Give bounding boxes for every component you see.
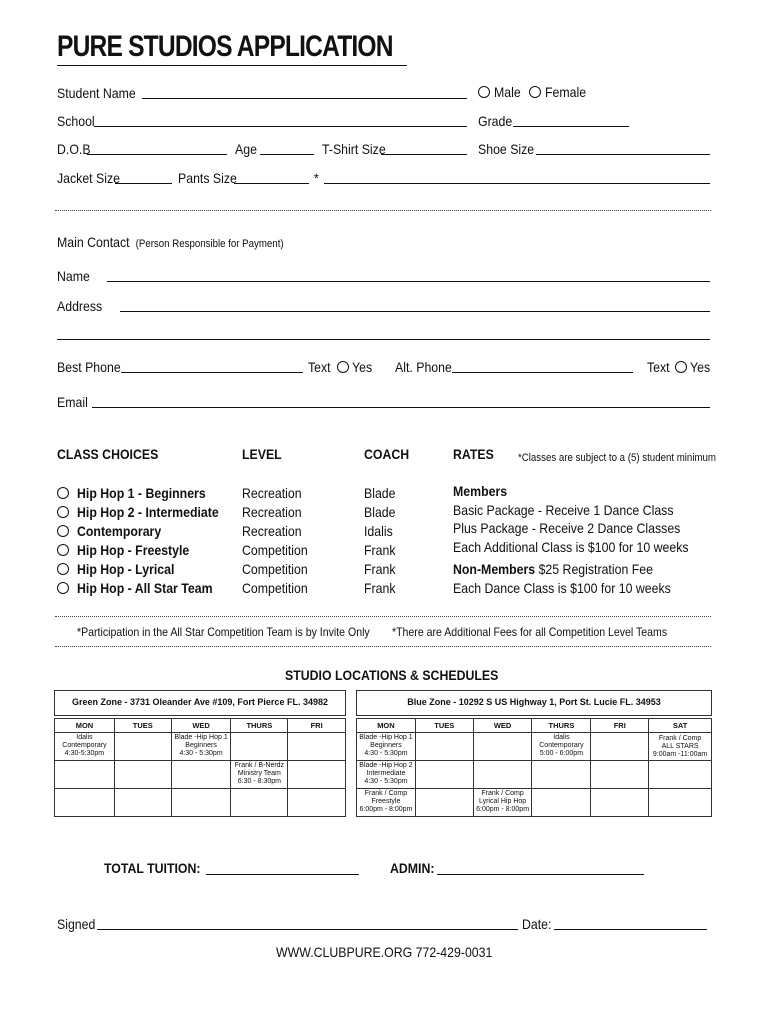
text-yes-radio-2[interactable] <box>675 361 687 373</box>
members-heading: Members <box>453 483 508 499</box>
schedule-cell <box>231 733 288 761</box>
schedule-cell <box>649 761 712 789</box>
schedule-cell <box>532 761 591 789</box>
non-members-rate <box>453 561 653 577</box>
alt-phone-label: Alt. Phone <box>395 359 452 375</box>
notes-field[interactable] <box>324 183 710 184</box>
admin-label: ADMIN: <box>390 860 435 876</box>
address-field-2[interactable] <box>57 339 710 340</box>
female-label: Female <box>545 84 587 100</box>
class-name: Contemporary <box>77 523 162 539</box>
schedule-cell: Blade -Hip Hop 1 Beginners 4:30 - 5:30pm <box>171 733 231 761</box>
class-radio[interactable] <box>57 506 69 518</box>
green-zone-schedule <box>54 718 346 817</box>
schedule-cell <box>171 761 231 789</box>
alt-phone-field[interactable] <box>452 372 633 373</box>
schedule-cell <box>114 733 171 761</box>
schedule-cell <box>415 761 473 789</box>
blue-zone-header: Blue Zone - 10292 S US Highway 1, Port St. Lucie FL. 34953 <box>356 690 712 716</box>
pants-field[interactable] <box>234 183 309 184</box>
day-header: FRI <box>288 719 346 733</box>
schedule-cell: Frank / Comp Lyrical Hip Hop 6:00pm - 8:00pm <box>473 789 532 817</box>
class-level: Recreation <box>242 523 302 539</box>
yes-label-2: Yes <box>690 359 711 375</box>
schedule-cell: Frank / Comp ALL STARS 9:00am -11:00am <box>649 733 712 761</box>
grade-label: Grade <box>478 113 513 129</box>
schedule-cell <box>114 761 171 789</box>
registration-fee: $25 Registration Fee <box>538 561 653 577</box>
schedule-cell <box>415 789 473 817</box>
text-label-1: Text <box>308 359 331 375</box>
day-header: WED <box>473 719 532 733</box>
title-underline <box>57 65 407 66</box>
day-header: SAT <box>649 719 712 733</box>
tshirt-label: T-Shirt Size <box>322 141 386 157</box>
contact-name-label: Name <box>57 268 90 284</box>
schedule-cell: Blade -Hip Hop 1 Beginners 4:30 - 5:30pm <box>357 733 416 761</box>
student-name-label: Student Name <box>57 85 136 101</box>
schedule-cell <box>415 733 473 761</box>
female-radio[interactable] <box>529 86 541 98</box>
allstar-note: *Participation in the All Star Competition Team is by Invite Only <box>77 625 370 639</box>
class-name: Hip Hop - All Star Team <box>77 580 213 596</box>
class-radio[interactable] <box>57 544 69 556</box>
class-level: Competition <box>242 561 308 577</box>
class-coach: Frank <box>364 542 396 558</box>
date-field[interactable] <box>554 929 707 930</box>
text-yes-radio-1[interactable] <box>337 361 349 373</box>
day-header: FRI <box>591 719 649 733</box>
schedule-cell <box>473 761 532 789</box>
class-coach: Frank <box>364 580 396 596</box>
asterisk-label: * <box>314 170 319 186</box>
admin-field[interactable] <box>437 874 644 875</box>
schedule-cell: Frank / Comp Freestyle 6:00pm - 8:00pm <box>357 789 416 817</box>
schedule-cell <box>288 761 346 789</box>
male-radio[interactable] <box>478 86 490 98</box>
yes-label-1: Yes <box>352 359 373 375</box>
class-name: Hip Hop - Lyrical <box>77 561 175 577</box>
main-contact-title: Main Contact <box>57 234 130 250</box>
schedule-cell <box>55 761 115 789</box>
page-title: PURE STUDIOS APPLICATION <box>57 30 393 63</box>
schedule-cell <box>532 789 591 817</box>
minimum-note: *Classes are subject to a (5) student minimum <box>518 452 716 464</box>
fees-note: *There are Additional Fees for all Competition Level Teams <box>392 625 668 639</box>
divider <box>55 210 711 211</box>
address-field-1[interactable] <box>120 311 710 312</box>
age-field[interactable] <box>260 154 314 155</box>
class-coach: Blade <box>364 485 396 501</box>
class-name: Hip Hop 2 - Intermediate <box>77 504 219 520</box>
schedule-cell: Idalis Contemporary 4:30-5:30pm <box>55 733 115 761</box>
schedule-cell <box>591 761 649 789</box>
day-header: MON <box>357 719 416 733</box>
email-label: Email <box>57 394 88 410</box>
text-label-2: Text <box>647 359 670 375</box>
coach-header: COACH <box>364 446 410 462</box>
class-radio[interactable] <box>57 525 69 537</box>
class-coach: Blade <box>364 504 396 520</box>
class-coach: Frank <box>364 561 396 577</box>
schedule-cell <box>231 789 288 817</box>
main-contact-heading <box>57 234 284 250</box>
class-name: Hip Hop 1 - Beginners <box>77 485 206 501</box>
grade-field[interactable] <box>513 126 629 127</box>
divider <box>55 616 711 617</box>
shoe-label: Shoe Size <box>478 141 535 157</box>
main-contact-subtitle: (Person Responsible for Payment) <box>135 238 284 250</box>
dob-label: D.O.B <box>57 141 91 157</box>
plus-package: Plus Package - Receive 2 Dance Classes <box>453 520 681 536</box>
schedule-cell <box>114 789 171 817</box>
day-header: TUES <box>114 719 171 733</box>
basic-package: Basic Package - Receive 1 Dance Class <box>453 502 674 518</box>
schedule-cell <box>591 789 649 817</box>
non-members-heading: Non-Members <box>453 561 536 577</box>
schedule-cell <box>171 789 231 817</box>
schedule-cell <box>591 733 649 761</box>
class-level: Recreation <box>242 485 302 501</box>
day-header: THURS <box>231 719 288 733</box>
day-header: TUES <box>415 719 473 733</box>
day-header: MON <box>55 719 115 733</box>
day-header: THURS <box>532 719 591 733</box>
best-phone-field[interactable] <box>121 372 303 373</box>
additional-class-rate: Each Additional Class is $100 for 10 weeks <box>453 539 689 555</box>
male-label: Male <box>494 84 521 100</box>
website-phone: WWW.CLUBPURE.ORG 772-429-0031 <box>276 944 493 960</box>
schedule-heading: STUDIO LOCATIONS & SCHEDULES <box>285 667 499 683</box>
class-level: Recreation <box>242 504 302 520</box>
student-name-field[interactable] <box>142 98 467 99</box>
schedule-cell <box>649 789 712 817</box>
schedule-cell <box>55 789 115 817</box>
school-label: School <box>57 113 95 129</box>
best-phone-label: Best Phone <box>57 359 121 375</box>
schedule-cell: Blade -Hip Hop 2 Intermediate 4:30 - 5:30pm <box>357 761 416 789</box>
class-level: Competition <box>242 542 308 558</box>
class-radio[interactable] <box>57 563 69 575</box>
class-radio[interactable] <box>57 582 69 594</box>
rates-header: RATES <box>453 446 494 462</box>
blue-zone-schedule <box>356 718 712 817</box>
total-tuition-field[interactable] <box>206 874 359 875</box>
total-tuition-label: TOTAL TUITION: <box>104 860 201 876</box>
schedule-cell <box>288 789 346 817</box>
address-label: Address <box>57 298 103 314</box>
divider <box>55 646 711 647</box>
signed-label: Signed <box>57 916 96 932</box>
school-field[interactable] <box>94 126 467 127</box>
signature-field[interactable] <box>97 929 518 930</box>
day-header: WED <box>171 719 231 733</box>
class-choices-header: CLASS CHOICES <box>57 446 159 462</box>
tshirt-field[interactable] <box>381 154 467 155</box>
schedule-cell: Frank / B-Nerdz Ministry Team 6:30 - 8:30pm <box>231 761 288 789</box>
schedule-cell: Idalis Contemporary 5:00 - 6:00pm <box>532 733 591 761</box>
class-level: Competition <box>242 580 308 596</box>
each-class-rate: Each Dance Class is $100 for 10 weeks <box>453 580 671 596</box>
jacket-label: Jacket Size <box>57 170 121 186</box>
green-zone-header: Green Zone - 3731 Oleander Ave #109, Fort Pierce FL. 34982 <box>54 690 346 716</box>
level-header: LEVEL <box>242 446 282 462</box>
contact-name-field[interactable] <box>107 281 710 282</box>
shoe-field[interactable] <box>536 154 710 155</box>
jacket-field[interactable] <box>115 183 172 184</box>
age-label: Age <box>235 141 257 157</box>
schedule-cell <box>288 733 346 761</box>
class-coach: Idalis <box>364 523 393 539</box>
class-radio[interactable] <box>57 487 69 499</box>
dob-field[interactable] <box>87 154 227 155</box>
email-field[interactable] <box>92 407 710 408</box>
class-name: Hip Hop - Freestyle <box>77 542 190 558</box>
pants-label: Pants Size <box>178 170 237 186</box>
schedule-cell <box>473 733 532 761</box>
date-label: Date: <box>522 916 552 932</box>
